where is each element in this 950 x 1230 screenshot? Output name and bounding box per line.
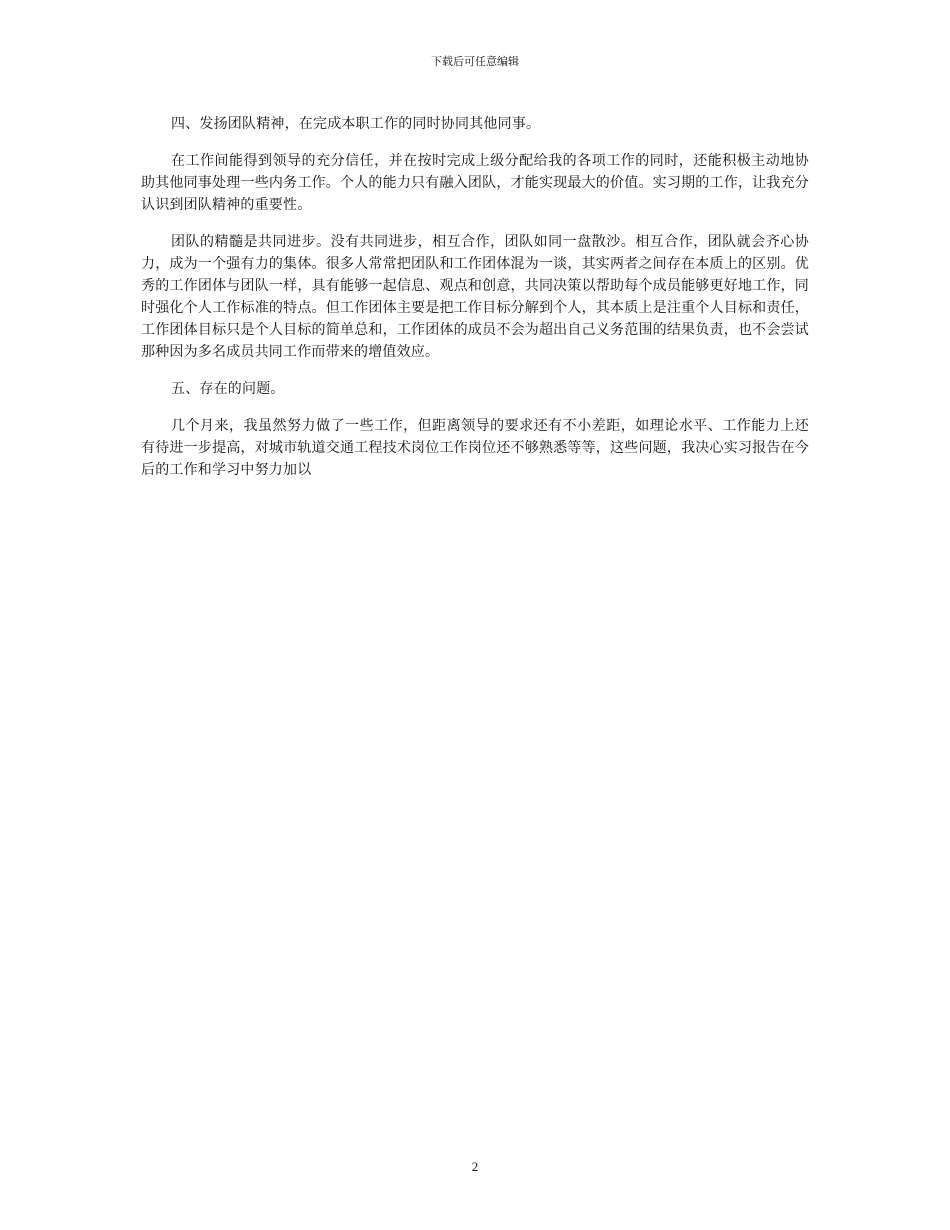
page-header: 下载后可任意编辑 [431,55,519,68]
section-heading-five: 五、存在的问题。 [171,381,285,397]
document-body [141,113,809,496]
page-number: 2 [471,1159,479,1174]
body-paragraph: 在工作间能得到领导的充分信任，并在按时完成上级分配给我的各项工作的同时，还能积极主动地协助其他同事处理一些内务工作。个人的能力只有融入团队，才能实现最大的价值。实习期的工作，让我充分认识到团队精神的重要性。 [141,153,809,213]
body-paragraph: 团队的精髓是共同进步。没有共同进步，相互合作，团队如同一盘散沙。相互合作，团队就会齐心协力，成为一个强有力的集体。很多人常常把团队和工作团体混为一谈，其实两者之间存在本质上的区别。优秀的工作团体与团队一样，具有能够一起信息、观点和创意，共同决策以帮助每个成员能够更好地工作，同时强化个人工作标准的特点。但工作团体主要是把工作目标分解到个人，其本质上是注重个人目标和责任，工作团体目标只是个人目标的简单总和，工作团体的成员不会为超出自己义务范围的结果负责，也不会尝试那种因为多名成员共同工作而带来的增值效应。 [141,234,809,360]
body-paragraph: 几个月来，我虽然努力做了一些工作，但距离领导的要求还有不小差距，如理论水平、工作能力上还有待进一步提高，对城市轨道交通工程技术岗位工作岗位还不够熟悉等等，这些问题，我决心实习报告在今后的工作和学习中努力加以 [141,418,809,478]
section-heading-four: 四、发扬团队精神，在完成本职工作的同时协同其他同事。 [171,116,541,132]
